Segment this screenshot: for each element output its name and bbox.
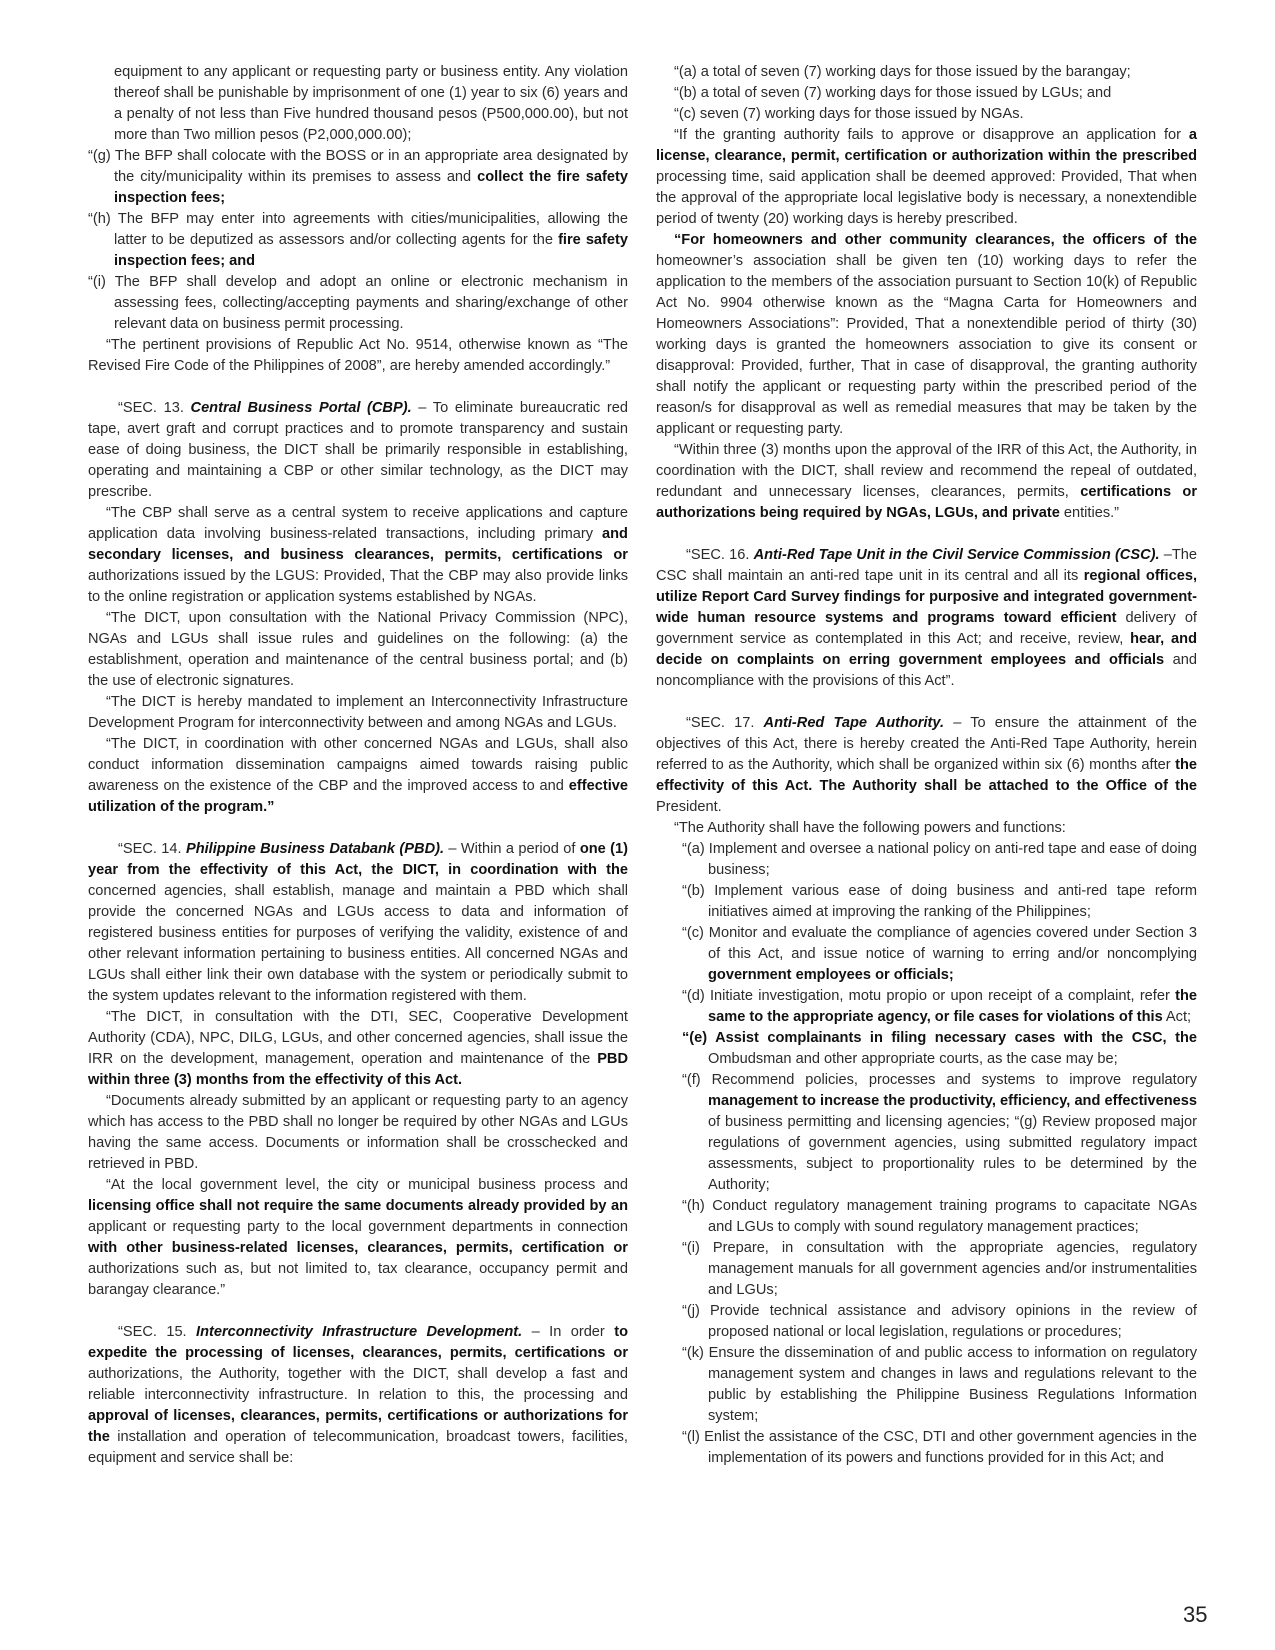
paragraph-repeal: “Within three (3) months upon the approval of the IRR of this Act, the Authority, in coordination with the DICT, shall review and recommend the repeal of outdated, redundant and unnecessary licenses, clearances, permits, certifications or authorizations being required by NGAs, LGUs, and private entities.” [656,442,1198,521]
item-h: “(h) The BFP may enter into agreements with cities/municipalities, allowing the latter to be deputized as assessors and/or collecting agents for the fire safety inspection fees; and [88,211,628,269]
page-number: 35 [1183,1602,1208,1627]
paragraph-continuation: equipment to any applicant or requesting party or business entity. Any violation thereof shall be punishable by imprisonment of one (1) year to six (6) years and a penalty of not less than Five hundred thousand pesos (P500,000.00), but not more than Two million pesos (P2,000,000.00); [114,64,628,143]
section-16-title: Anti-Red Tape Unit in the Civil Service Commission (CSC). [753,547,1160,563]
section-17: “SEC. 17. Anti-Red Tape Authority. – To ensure the attainment of the objectives of this Act, there is hereby created the Anti-Red Tape Authority, herein referred to as the Authority, which shall be organized within six (6) months after the effectivity of this Act. The Authority shall be attached to the Office of the President. [656,715,1197,815]
section-17-title: Anti-Red Tape Authority. [763,715,945,731]
left-column [88,62,628,1469]
function-i: “(i) Prepare, in consultation with the appropriate agencies, regulatory management manuals for all government agencies and/or instrumentalities and LGUs; [682,1240,1197,1298]
function-j: “(j) Provide technical assistance and advisory opinions in the review of proposed national or local legislation, regulations or procedures; [682,1303,1197,1340]
function-k: “(k) Ensure the dissemination of and public access to information on regulatory management system and changes in laws and regulations relevant to the public by establishing the Philippine Business Regulations Information system; [682,1345,1197,1424]
paragraph-campaigns: “The DICT, in coordination with other concerned NGAs and LGUs, shall also conduct information dissemination campaigns aimed towards raising public awareness on the existence of the CBP and the improved access to and effective utilization of the program.” [88,736,629,815]
paragraph-deemed-approved: “If the granting authority fails to approve or disapprove an application for a license, clearance, permit, certification or authorization within the prescribed processing time, said application shall be deemed approved: Provided, That when the approval of the appropriate local legislative body is necessary, a nonextendible period of twenty (20) working days is hereby prescribed. [656,127,1197,227]
item-a-barangay: “(a) a total of seven (7) working days for those issued by the barangay; [674,64,1131,80]
function-l: “(l) Enlist the assistance of the CSC, DTI and other government agencies in the implementation of its powers and functions provided for in this Act; and [682,1429,1197,1466]
section-14-title: Philippine Business Databank (PBD). [185,841,445,857]
item-i: “(i) The BFP shall develop and adopt an online or electronic mechanism in assessing fees, collecting/accepting payments and sharing/exchange of other relevant data on business permit processing. [88,274,628,332]
paragraph-homeowners: “For homeowners and other community clearances, the officers of the homeowner’s association shall be given ten (10) working days to refer the application to the members of the association pursuant to Section 10(k) of Republic Act No. 9904 otherwise known as the “Magna Carta for Homeowners and Homeowners Associations”: Provided, That a nonextendible period of thirty (30) working days is granted the homeowners association to give its consent or disapproval: Provided, further, That in case of disapproval, the granting authority shall notify the applicant or requesting party within the prescribed period of the reason/s for disapproval as well as remedial measures that may be taken by the applicant or requesting party. [656,232,1197,437]
function-c: “(c) Monitor and evaluate the compliance of agencies covered under Section 3 of this Act, and issue notice of warning to erring and/or noncomplying government employees or officials; [682,925,1197,983]
function-a: “(a) Implement and oversee a national policy on anti-red tape and ease of doing business; [682,841,1197,878]
item-g: “(g) The BFP shall colocate with the BOSS or in an appropriate area designated by the city/municipality within its premises to assess and collect the fire safety inspection fees; [88,148,628,206]
section-15: “SEC. 15. Interconnectivity Infrastructure Development. – In order to expedite the processing of licenses, clearances, permits, certifications or authorizations, the Authority, together with the DICT, shall develop a fast and reliable interconnectivity infrastructure. In relation to this, the processing and approval of licenses, clearances, permits, certifications or authorizations for the installation and operation of telecommunication, broadcast towers, facilities, equipment and service shall be: [88,1324,628,1466]
paragraph-documents: “Documents already submitted by an applicant or requesting party to an agency which has access to the PBD shall no longer be required by other NGAs and LGUs having the same access. Documents or information shall be crosschecked and retrieved in PBD. [88,1093,628,1172]
paragraph-mandate: “The DICT is hereby mandated to implement an Interconnectivity Infrastructure Development Program for interconnectivity between and among NGAs and LGUs. [88,694,628,731]
paragraph-cbp: “The CBP shall serve as a central system to receive applications and capture application data involving business-related transactions, including primary and secondary licenses, and business clearances, permits, certifications or authorizations issued by the LGUS: Provided, That the CBP may also provide links to the online registration or application systems established by NGAs. [88,505,628,605]
right-column [656,62,1197,1469]
function-b: “(b) Implement various ease of doing business and anti-red tape reform initiatives aimed at improving the ranking of the Philippines; [682,883,1197,920]
item-b-lgus: “(b) a total of seven (7) working days for those issued by LGUs; and [674,85,1112,101]
function-f-g: “(f) Recommend policies, processes and systems to improve regulatory management to increase the productivity, efficiency, and effectiveness of business permitting and licensing agencies; “(g) Review proposed major regulations of government agencies, using submitted regulatory impact assessments, subject to proportionality rules to be determined by the Authority; [682,1072,1197,1193]
function-d: “(d) Initiate investigation, motu propio or upon receipt of a complaint, refer the same to the appropriate agency, or file cases for violations of this Act; [682,988,1197,1025]
paragraph-powers: “The Authority shall have the following powers and functions: [674,820,1066,836]
paragraph-irr-pbd: “The DICT, in consultation with the DTI, SEC, Cooperative Development Authority (CDA), NPC, DILG, LGUs, and other concerned agencies, shall issue the IRR on the development, management, operation and maintenance of the PBD within three (3) months from the effectivity of this Act. [88,1009,628,1088]
paragraph-local-government: “At the local government level, the city or municipal business process and licensing office shall not require the same documents already provided by an applicant or requesting party to the local government departments in connection with other business-related licenses, clearances, permits, certification or authorizations such as, but not limited to, tax clearance, occupancy permit and barangay clearance.” [88,1177,628,1298]
item-c-ngas: “(c) seven (7) working days for those issued by NGAs. [674,106,1024,122]
section-13: “SEC. 13. Central Business Portal (CBP). – To eliminate bureaucratic red tape, avert graft and corrupt practices and to promote transparency and sustain ease of doing business, the DICT shall be primarily responsible in establishing, operating and maintaining a CBP or other similar technology, as the DICT may prescribe. [88,400,628,500]
paragraph-amendment: “The pertinent provisions of Republic Act No. 9514, otherwise known as “The Revised Fire Code of the Philippines of 2008”, are hereby amended accordingly.” [88,337,628,374]
section-13-title: Central Business Portal (CBP). [190,400,412,416]
section-15-title: Interconnectivity Infrastructure Development. [196,1324,523,1340]
function-e: “(e) Assist complainants in filing necessary cases with the CSC, the Ombudsman and other appropriate courts, as the case may be; [682,1030,1197,1067]
section-16: “SEC. 16. Anti-Red Tape Unit in the Civil Service Commission (CSC). –The CSC shall maintain an anti-red tape unit in its central and all its regional offices, utilize Report Card Survey findings for purposive and integrated government-wide human resource systems and programs toward efficient delivery of government service as contemplated in this Act; and receive, review, hear, and decide on complaints on erring government employees and officials and noncompliance with the provisions of this Act”. [656,547,1198,689]
function-h: “(h) Conduct regulatory management training programs to capacitate NGAs and LGUs to comply with sound regulatory management practices; [682,1198,1197,1235]
paragraph-npc: “The DICT, upon consultation with the National Privacy Commission (NPC), NGAs and LGUs shall issue rules and guidelines on the following: (a) the establishment, operation and maintenance of the central business portal; and (b) the use of electronic signatures. [88,610,628,689]
section-14: “SEC. 14. Philippine Business Databank (PBD). – Within a period of one (1) year from the effectivity of this Act, the DICT, in coordination with the concerned agencies, shall establish, manage and maintain a PBD which shall provide the concerned NGAs and LGUs access to data and information of registered business entities for purposes of verifying the validity, existence of and other relevant information pertaining to business entities. All concerned NGAs and LGUs shall either link their own database with the system or periodically submit to the system updates relevant to the information registered with them. [88,841,629,1004]
